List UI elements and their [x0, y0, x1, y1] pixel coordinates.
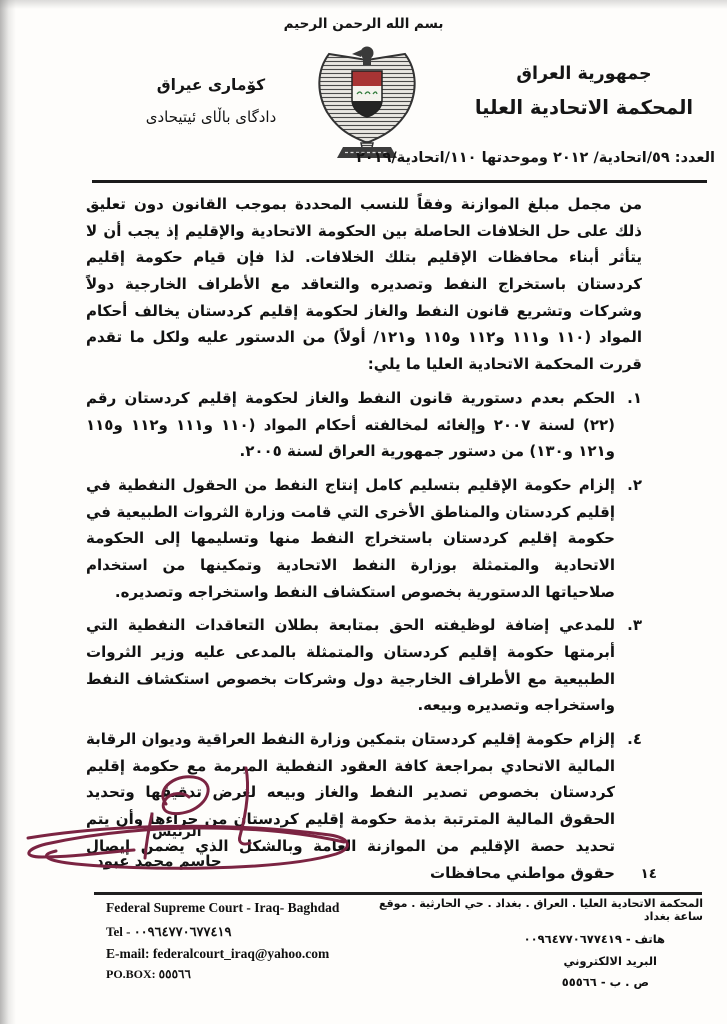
footer-pobox-ar: ص . ب - ٥٥٥٦٦	[561, 975, 649, 989]
footer-email-en: E-mail: federalcourt_iraq@yahoo.com	[106, 946, 330, 961]
case-number-line: العدد: ٥٩/اتحادية/ ٢٠١٢ وموحدتها ١١٠/اتحادية/٢٠١٩	[355, 150, 715, 166]
basmala-text: بسم الله الرحمن الرحيم	[283, 16, 444, 32]
decision-item-3	[86, 612, 642, 719]
scan-shadow-left	[0, 0, 16, 1024]
footer-arabic	[363, 897, 703, 989]
decision-item-number: ١.	[627, 388, 642, 407]
footer-pobox-en: PO.BOX: ٥٥٥٦٦	[106, 967, 191, 981]
footer-address-ar: المحكمة الاتحادية العليا . العراق . بغداد . حي الحارثية . موقع ساعة بغداد	[378, 897, 703, 923]
header-arabic	[459, 64, 709, 119]
header-divider-rule	[92, 180, 707, 183]
decision-item-text: للمدعي إضافة لوظيفته الحق بمتابعة بطلان التعاقدات النفطية التي أبرمتها حكومة إقليم كردستان والمتمثلة بالمدعى عليه وزير الثروات الطبيعية مع الأطراف الخارجية دول وشركات بخصوص استكشاف النفط واستخراجه وتصديره وبيعه.	[86, 616, 615, 715]
court-name-kurdish: دادگاى باڵاى ئيتيحادى	[145, 108, 277, 126]
signature-ink	[14, 762, 359, 884]
country-name-arabic: جمهورية العراق	[516, 64, 652, 84]
decision-item-2	[86, 472, 642, 605]
footer-tel-en: Tel - ٠٠٩٦٤٧٧٠٦٧٧٤١٩	[106, 924, 232, 939]
ruling-intro-paragraph: من مجمل مبلغ الموازنة وفقاً للنسب المحددة بموجب القانون دون تعليق ذلك على حل الخلافات الحاصلة بين الحكومة الاتحادية والإقليم إذ يجب أن لا يتأثر أبناء محافظات الإقليم بتلك الخلافات. لذا فإن قيام حكومة إقليم كردستان باستخراج النفط وتصديره والتعاقد مع الأطراف الخارجية دولاً وشركات وتشريع قانون النفط والغاز لحكومة إقليم كردستان يخالف أحكام المواد (١١٠ و١١١ و١١٢ و١١٥ و١٢١/ أولاً) من الدستور عليه ولكل ما تقدم قررت المحكمة الاتحادية العليا ما يلي:	[86, 195, 643, 374]
page-number: ١٤	[640, 866, 657, 882]
footer-divider-rule	[94, 892, 702, 895]
decision-item-text: إلزام حكومة الإقليم بتسليم كامل إنتاج النفط من الحقول النفطية في إقليم كردستان والمناطق الأخرى التي قامت وزارة الثروات الطبيعية في حكومة إقليم كردستان باستخراج النفط منها وتسليمها إلى الحكومة الاتحادية والمتمثلة بوزارة النفط الاتحادية وتمكينها من استخدام صلاحياتها الدستورية بخصوص استكشاف النفط واستخراجه وتصديره.	[86, 475, 615, 601]
decision-item-number: ٤.	[627, 730, 642, 749]
signatory-title: الرئيس	[152, 824, 202, 840]
decision-item-number: ٣.	[627, 616, 642, 635]
decision-item-text: إلزام حكومة إقليم كردستان بتمكين وزارة النفط العراقية وديوان الرقابة المالية الاتحادي بمراجعة كافة العقود النفطية المبرمة مع حكومة إقليم كردستان بخصوص تصدير النفط والغاز وبيعه لغرض تدقيقها وتحديد الحقوق المالية المترتبة بذمة حكومة إقليم كردستان من جراءها وأن يتم تحديد حصة الإقليم من الموازنة العامة وبالشكل الذي يضمن إيصال حقوق مواطني محافظات	[86, 730, 615, 882]
court-name-arabic: المحكمة الاتحادية العليا	[474, 96, 694, 119]
country-name-kurdish: كۆمارى عيراق	[156, 76, 266, 94]
decision-item-number: ٢.	[627, 475, 642, 494]
signatory-name: جاسم محمد عبود	[96, 852, 222, 870]
footer-email-label-ar: البريد الالكتروني	[563, 954, 657, 968]
scan-shadow-top	[0, 0, 727, 9]
header-kurdish	[86, 76, 336, 126]
footer-court-name-en: Federal Supreme Court - Iraq- Baghdad	[106, 900, 340, 915]
decision-item-1	[86, 385, 642, 465]
footer-tel-ar: هاتف - ٠٠٩٦٤٧٧٠٦٧٧٤١٩	[523, 932, 665, 946]
decision-item-text: الحكم بعدم دستورية قانون النفط والغاز لحكومة إقليم كردستان رقم (٢٢) لسنة ٢٠٠٧ وإلغائه لمخالفته أحكام المواد (١١٠ و١١١ و١١٢ و١١٥ و١٢١ و١٣٠) من دستور جمهورية العراق لسنة ٢٠٠٥.	[86, 388, 616, 461]
